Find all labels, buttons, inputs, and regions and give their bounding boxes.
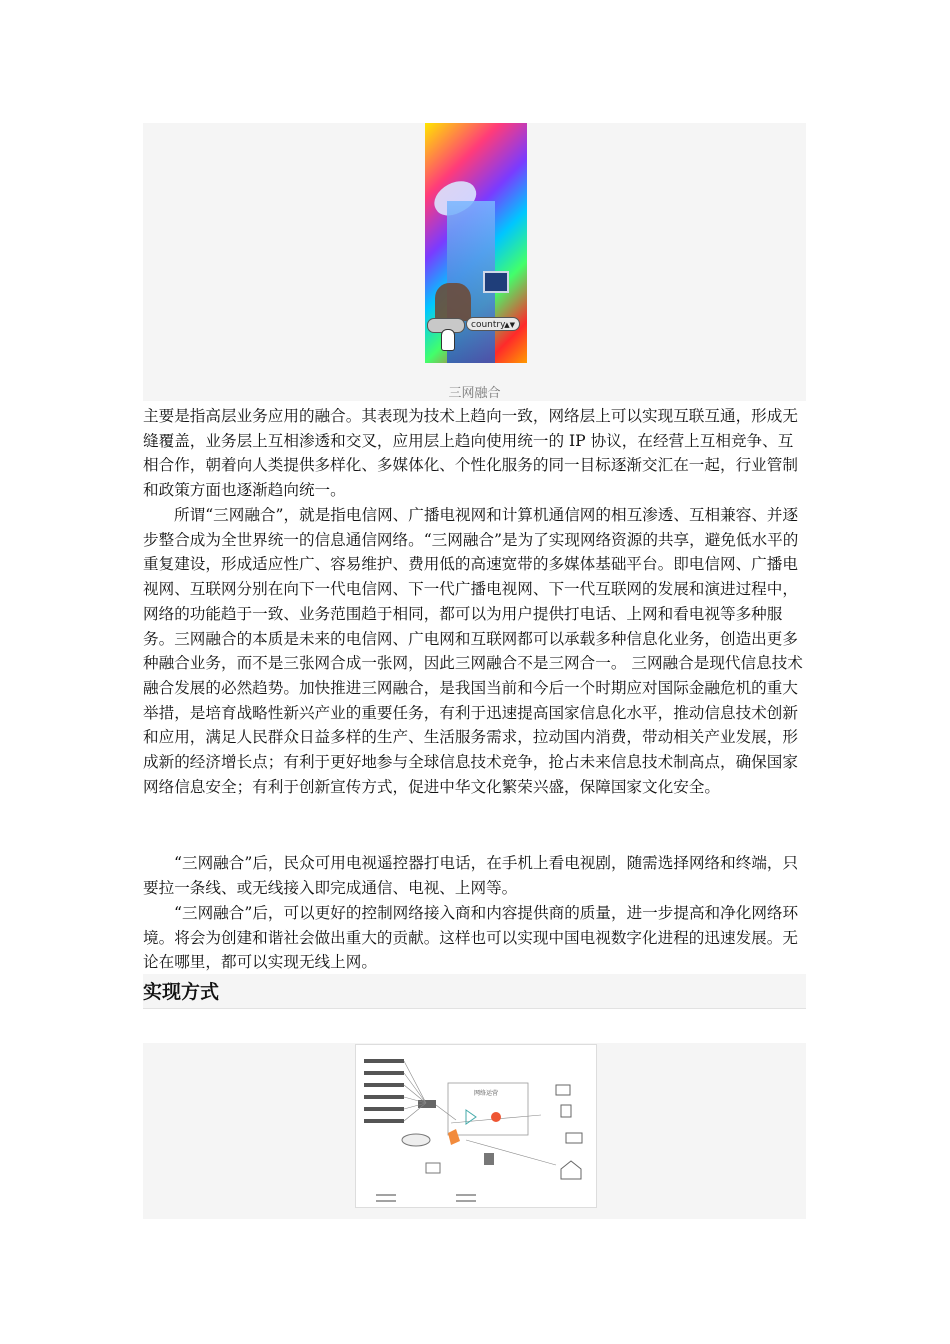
country-label: country [471,320,506,330]
right-terminals [556,1085,582,1179]
aggregation-switch-icon [418,1100,436,1108]
country-select [466,317,520,331]
paragraph-text: 主要是指高层业务应用的融合。其表现为技术上趋向一致，网络层上可以实现互联互通，形成无缝覆盖，业务层上互相渗透和交叉，应用层上趋向使用统一的 IP 协议，在经营上互相竞争、互相合作，朝着向人类提供多样化、多媒体化、个性化服务的同一目标逐渐交汇在一起，行业管制和政策方面也逐渐趋向统一。 [143,407,798,500]
legend [376,1195,476,1201]
link-lines [404,1061,556,1165]
figure-panel-network-diagram [143,1043,806,1219]
updown-arrows-icon: ▲▼ [504,321,515,329]
left-equipment-stack [364,1059,404,1123]
orange-node-icon [448,1129,460,1145]
paragraph-text: “三网融合”后，可以更好的控制网络接入商和内容提供商的质量，进一步提高和净化网络环境。将会为创建和谐社会做出重大的贡献。这样也可以实现中国电视数字化进程的迅速发展。无论在哪里，都可以实现无线上网。 [143,904,799,972]
triangle-node-icon [466,1110,476,1124]
red-node-icon [491,1112,501,1122]
cloud-icon [402,1134,430,1146]
people-icon [435,283,471,321]
hand-cursor-icon [441,329,455,351]
paragraph-4 [143,901,808,975]
section-header [143,974,806,1009]
figure-caption: 三网融合 [448,386,501,401]
tv-icon [483,271,509,293]
paragraph-2 [143,503,808,799]
paragraph-3 [143,851,808,900]
paragraph-text: 所谓“三网融合”，就是指电信网、广播电视网和计算机通信网的相互渗透、互相兼容、并逐步整合成为全世界统一的信息通信网络。“三网融合”是为了实现网络资源的共享，避免低水平的重复建设，形成适应性广、容易维护、费用低的高速宽带的多媒体基础平台。即电信网、广播电视网、互联网分别在向下一代电信网、下一代广播电视网、下一代互联网的发展和演进过程中，网络的功能趋于一致、业务范围趋于相同，都可以为用户提供打电话、上网和看电视等多种服务。三网融合的本质是未来的电信网、广电网和互联网都可以承载多种信息化业务，创造出更多种融合业务，而不是三张网合成一张网，因此三网融合不是三网合一。 三网融合是现代信息技术融合发展的必然趋势。加快推进三网融合，是我国当前和今后一个时期应对国际金融危机的重大举措，是培育战略性新兴产业的重要任务，有利于迅速提高国家信息化水平，推动信息技术创新和应用，满足人民群众日益多样的生产、生活服务需求，拉动国内消费，带动相关产业发展，形成新的经济增长点；有利于更好地参与全球信息技术竞争，抢占未来信息技术制高点，确保国家网络信息安全；有利于创新宣传方式，促进中华文化繁荣兴盛，保障国家文化安全。 [143,506,803,796]
paragraph-text: “三网融合”后，民众可用电视遥控器打电话，在手机上看电视剧，随需选择网络和终端，只要拉一条线、或无线接入即完成通信、电视、上网等。 [143,854,799,897]
network-architecture-diagram [355,1044,597,1208]
figure-panel-three-network [143,123,806,401]
server-icon [484,1153,494,1165]
pc-icon [426,1163,440,1173]
section-title: 实现方式 [143,981,220,1003]
three-network-illustration [425,123,527,363]
paragraph-1 [143,404,808,503]
core-network-label: 网络运营 [474,1090,499,1097]
